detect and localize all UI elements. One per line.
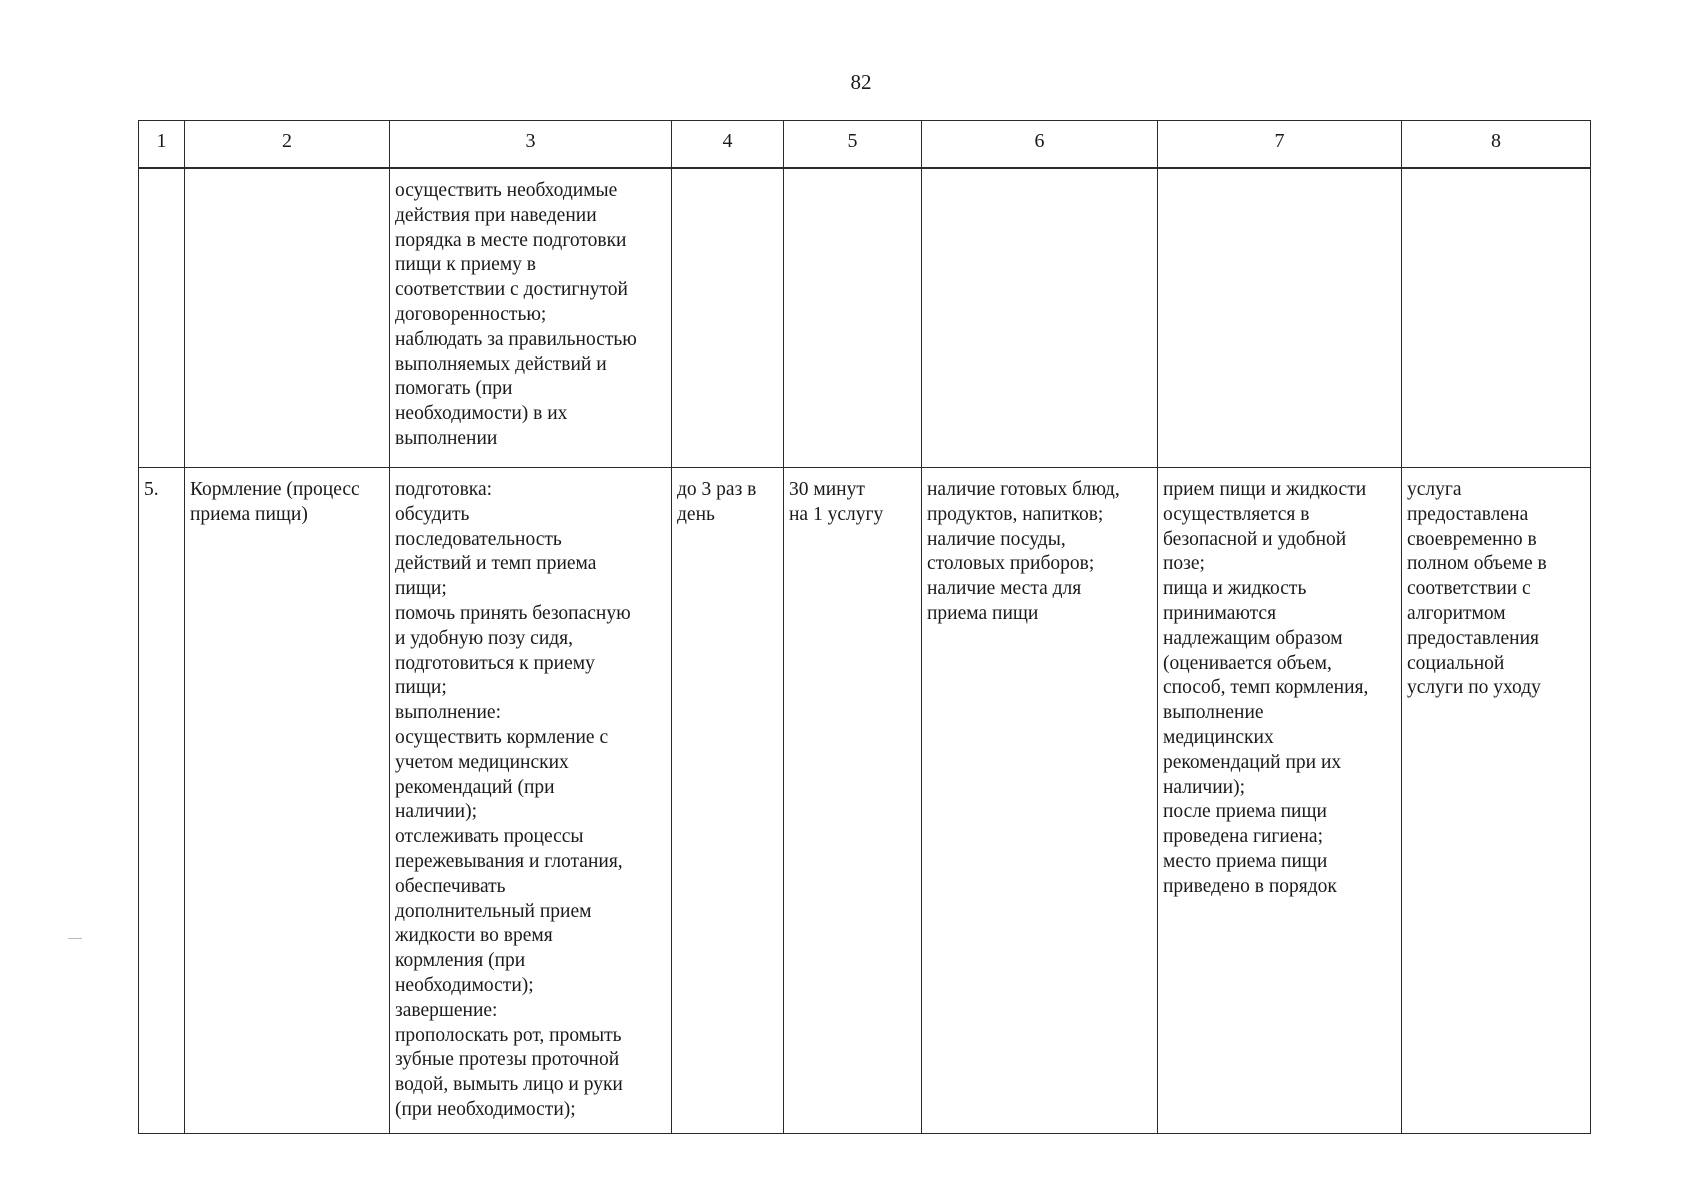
text-line: зубные протезы проточной [395,1049,620,1071]
text-line: услуги по уходу [1407,677,1541,699]
text-line: предоставлена [1407,503,1529,525]
cell-service-name [185,168,390,468]
cell-frequency [672,168,784,468]
text-line: выполнение: [395,702,502,724]
text-line: кормления (при [395,950,526,972]
text-line: пищи к приему в [395,254,536,276]
text-line: (при необходимости); [395,1098,576,1120]
column-header-4: 4 [672,121,784,169]
text-line: рекомендаций при их [1163,751,1342,773]
text-line: дополнительный прием [395,900,592,922]
column-number-row [139,121,1591,169]
text-line: продуктов, напитков; [927,503,1104,525]
cell-result [1402,468,1591,1134]
text-line: 30 минут [789,479,865,500]
text-line: подготовка: [395,479,493,500]
text-line: до 3 раз в [677,479,757,500]
services-table [138,120,1591,1134]
text-line: наблюдать за правильностью [395,328,637,350]
text-line: завершение: [395,999,498,1021]
cell-frequency [672,468,784,1134]
text-line: и удобную позу сидя, [395,627,574,649]
cell-quality [1158,168,1402,468]
column-header-8: 8 [1402,121,1591,169]
text-line: алгоритмом [1407,602,1506,624]
text-line: приема пищи) [190,503,308,525]
text-line: помочь принять безопасную [395,602,631,624]
text-line: пищи; [395,677,447,699]
text-line: действий и темп приема [395,553,597,575]
text-line: жидкости во время [395,925,553,947]
text-line: безопасной и удобной [1163,528,1347,550]
cell-service-name [185,468,390,1134]
text-line: пережевывания и глотания, [395,850,623,872]
text-line: принимаются [1163,602,1277,624]
table-row-feeding [139,468,1591,1134]
text-line: проведена гигиена; [1163,826,1323,848]
table-row-continuation [139,168,1591,468]
text-line: обсудить [395,503,470,525]
text-line: приведено в порядок [1163,875,1337,897]
text-line: пищи; [395,578,447,600]
page-number: 82 [850,70,872,94]
text-line: обеспечивать [395,875,506,897]
text-line: подготовиться к приему [395,652,595,674]
text-line: на 1 услугу [789,503,884,525]
text-line: Кормление (процесс [190,479,360,500]
text-line: прием пищи и жидкости [1163,479,1367,500]
column-header-7: 7 [1158,121,1402,169]
text-line: помогать (при [395,378,513,400]
text-line: приема пищи [927,602,1039,624]
text-line: необходимости); [395,974,534,996]
text-line: соответствии с достигнутой [395,279,628,301]
text-line: прополоскать рот, промыть [395,1024,622,1046]
text-line: день [677,503,715,525]
text-line: наличие посуды, [927,528,1066,550]
text-line: необходимости) в их [395,403,568,425]
text-line: осуществить кормление с [395,726,609,748]
text-line: полном объеме в [1407,553,1547,575]
text-line: надлежащим образом [1163,627,1343,649]
text-line: позе; [1163,553,1205,575]
text-line: наличии); [1163,776,1246,798]
cell-quality [1158,468,1402,1134]
text-line: после приема пищи [1163,801,1327,823]
text-line: наличие места для [927,578,1082,600]
text-line: выполнении [395,427,498,449]
column-header-6: 6 [922,121,1158,169]
text-line: осуществляется в [1163,503,1310,525]
text-line: медицинских [1163,726,1274,748]
text-line: выполнение [1163,702,1264,724]
column-header-2: 2 [185,121,390,169]
text-line: порядка в месте подготовки [395,229,627,251]
scan-mark [68,938,82,939]
cell-duration [784,168,922,468]
cell-duration [784,468,922,1134]
text-line: столовых приборов; [927,553,1095,575]
text-line: соответствии с [1407,578,1531,600]
text-line: наличии); [395,801,478,823]
cell-service-content [390,168,672,468]
text-line: наличие готовых блюд, [927,479,1120,500]
text-line: последовательность [395,528,562,550]
cell-result [1402,168,1591,468]
text-line: своевременно в [1407,528,1537,550]
text-line: водой, вымыть лицо и руки [395,1074,623,1096]
text-line: услуга [1407,479,1462,500]
cell-number: 5. [139,468,185,1134]
cell-conditions [922,168,1158,468]
text-line: договоренностью; [395,303,547,325]
text-line: (оценивается объем, [1163,652,1332,674]
cell-conditions [922,468,1158,1134]
cell-service-content [390,468,672,1134]
text-line: отслеживать процессы [395,826,584,848]
column-header-5: 5 [784,121,922,169]
text-line: рекомендаций (при [395,776,555,798]
text-line: пища и жидкость [1163,578,1307,600]
text-line: выполняемых действий и [395,353,607,375]
column-header-1: 1 [139,121,185,169]
text-line: предоставления [1407,627,1539,649]
text-line: действия при наведении [395,204,597,226]
text-line: место приема пищи [1163,850,1328,872]
column-header-3: 3 [390,121,672,169]
text-line: осуществить необходимые [395,180,618,201]
text-line: способ, темп кормления, [1163,677,1369,699]
text-line: учетом медицинских [395,751,569,773]
cell-number [139,168,185,468]
text-line: социальной [1407,652,1505,674]
